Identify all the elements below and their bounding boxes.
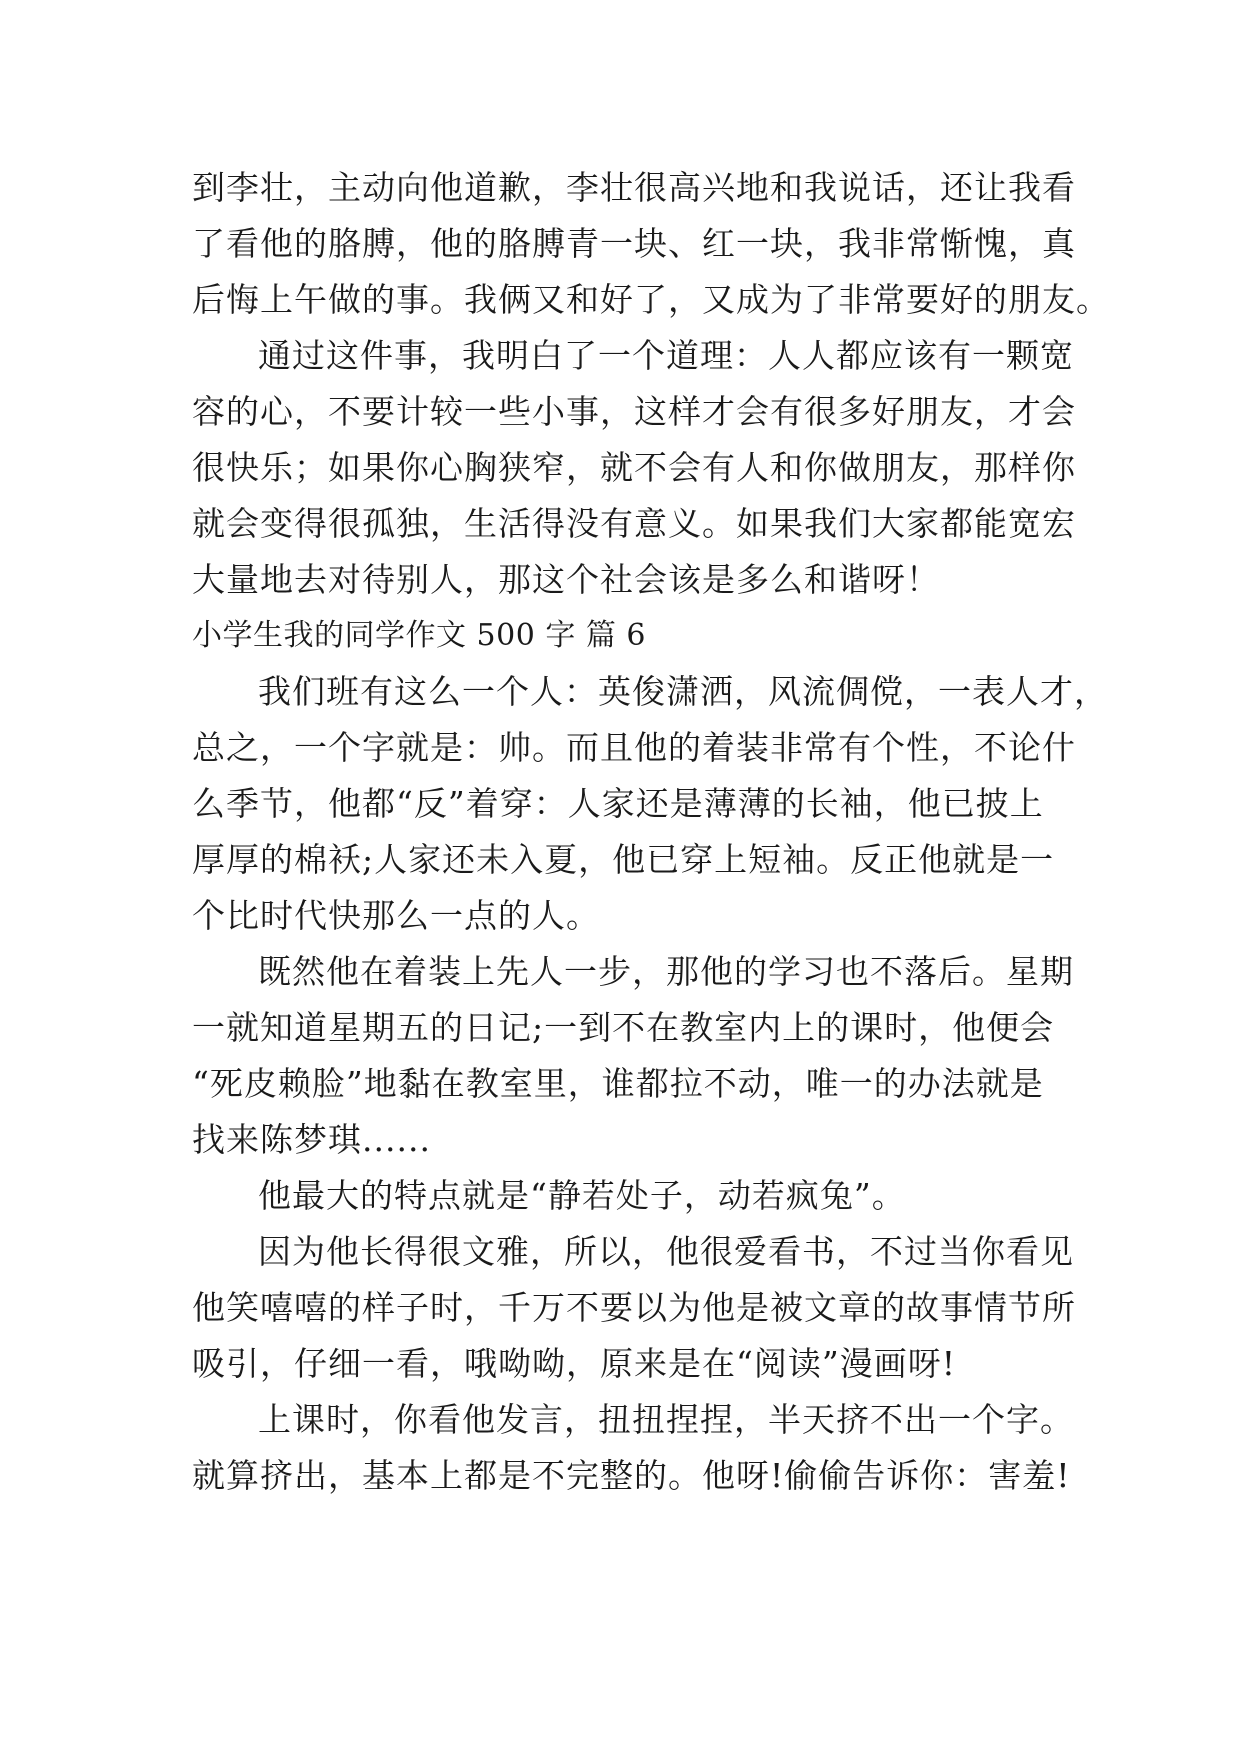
text-line: 吸引，仔细一看，哦呦呦，原来是在“阅读”漫画呀!	[192, 1344, 957, 1383]
paragraph-start-line: 因为他长得很文雅，所以，他很爱看书，不过当你看见	[258, 1232, 1074, 1271]
paragraph-start-line: 我们班有这么一个人：英俊潇洒，风流倜傥，一表人才，	[258, 672, 1108, 711]
text-line: 他笑嘻嘻的样子时，千万不要以为他是被文章的故事情节所	[192, 1288, 1076, 1327]
text-line: 么季节，他都“反”着穿：人家还是薄薄的长袖，他已披上	[192, 784, 1044, 823]
text-line: 就会变得很孤独，生活得没有意义。如果我们大家都能宽宏	[192, 504, 1076, 543]
document-body	[192, 160, 1110, 1504]
text-line: 找来陈梦琪......	[192, 1120, 431, 1159]
text-line: 大量地去对待别人，那这个社会该是多么和谐呀！	[192, 560, 940, 599]
paragraph-start-line: 通过这件事，我明白了一个道理：人人都应该有一颗宽	[258, 336, 1074, 375]
text-line: 了看他的胳膊，他的胳膊青一块、红一块，我非常惭愧，真	[192, 224, 1076, 263]
text-line: 个比时代快那么一点的人。	[192, 896, 600, 935]
text-line: 容的心，不要计较一些小事，这样才会有很多好朋友，才会	[192, 392, 1076, 431]
text-line: 很快乐；如果你心胸狭窄，就不会有人和你做朋友，那样你	[192, 448, 1076, 487]
text-line: 到李壮，主动向他道歉，李壮很高兴地和我说话，还让我看	[192, 168, 1076, 207]
paragraph-start-line: 他最大的特点就是“静若处子，动若疯兔”。	[258, 1176, 906, 1215]
text-line: 一就知道星期五的日记;一到不在教室内上的课时，他便会	[192, 1008, 1055, 1047]
text-line: 厚厚的棉袄;人家还未入夏，他已穿上短袖。反正他就是一	[192, 840, 1055, 879]
text-line: 总之，一个字就是：帅。而且他的着装非常有个性，不论什	[192, 728, 1076, 767]
section-heading: 小学生我的同学作文 500 字 篇 6	[192, 618, 646, 653]
text-line: 后悔上午做的事。我俩又和好了，又成为了非常要好的朋友。	[192, 280, 1110, 319]
text-line: “死皮赖脸”地黏在教室里，谁都拉不动，唯一的办法就是	[192, 1064, 1044, 1103]
paragraph-start-line: 上课时，你看他发言，扭扭捏捏，半天挤不出一个字。	[258, 1400, 1074, 1439]
text-line: 就算挤出，基本上都是不完整的。他呀!偷偷告诉你：害羞!	[192, 1456, 1071, 1495]
paragraph-start-line: 既然他在着装上先人一步，那他的学习也不落后。星期	[258, 952, 1074, 991]
